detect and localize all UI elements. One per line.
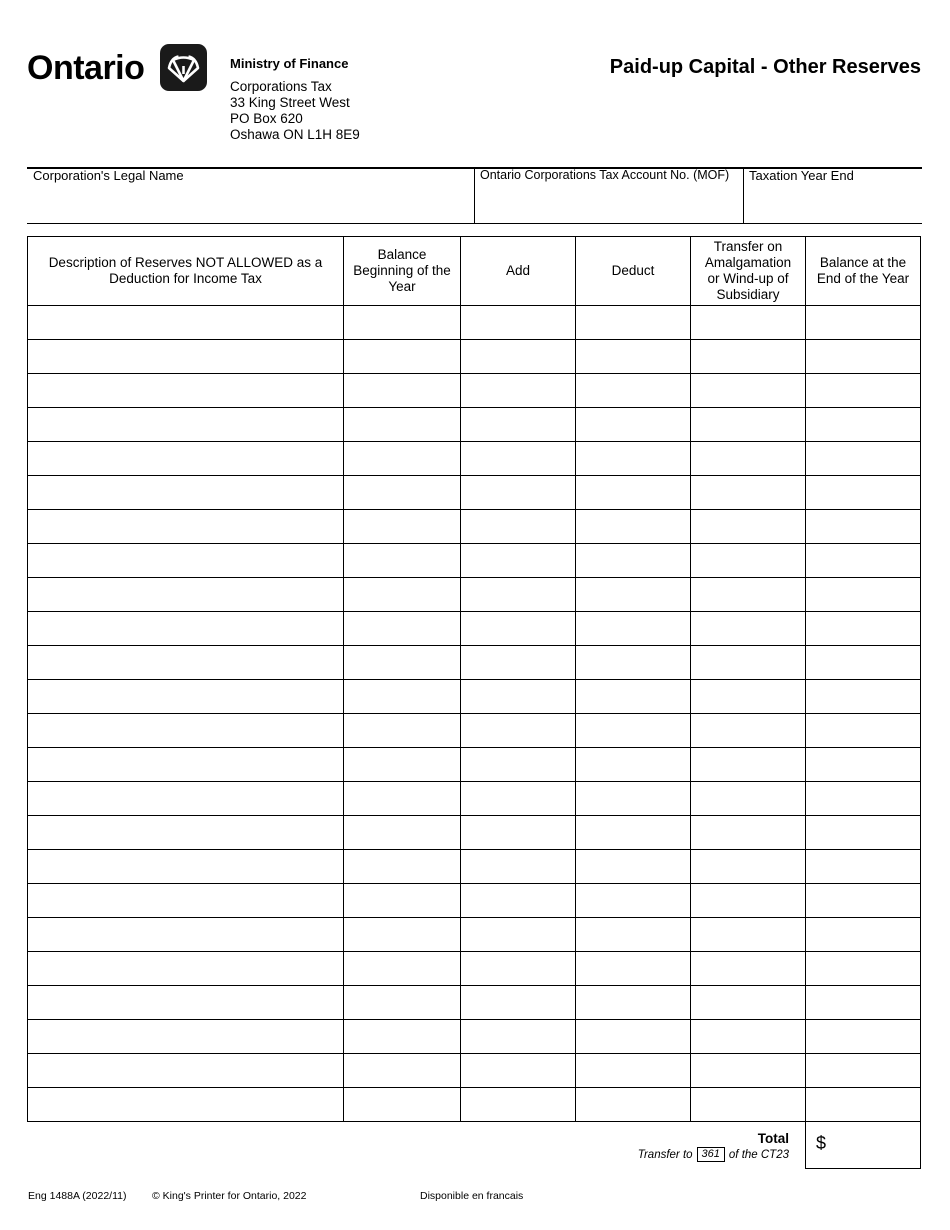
deduct-cell[interactable] <box>576 748 691 782</box>
add-cell[interactable] <box>461 986 576 1020</box>
description-cell[interactable] <box>28 1020 344 1054</box>
transfer-cell[interactable] <box>691 408 806 442</box>
balance-end-cell[interactable] <box>806 646 921 680</box>
balance-beginning-cell[interactable] <box>344 748 461 782</box>
add-cell[interactable] <box>461 578 576 612</box>
balance-end-cell[interactable] <box>806 340 921 374</box>
transfer-cell[interactable] <box>691 578 806 612</box>
deduct-cell[interactable] <box>576 544 691 578</box>
description-cell[interactable] <box>28 1054 344 1088</box>
balance-beginning-cell[interactable] <box>344 1088 461 1122</box>
table-row <box>28 544 921 578</box>
table-row <box>28 340 921 374</box>
add-cell[interactable] <box>461 714 576 748</box>
description-cell[interactable] <box>28 680 344 714</box>
transfer-cell[interactable] <box>691 1020 806 1054</box>
balance-end-cell[interactable] <box>806 442 921 476</box>
transfer-cell[interactable] <box>691 816 806 850</box>
transfer-cell[interactable] <box>691 714 806 748</box>
balance-end-cell[interactable] <box>806 952 921 986</box>
add-cell[interactable] <box>461 442 576 476</box>
deduct-cell[interactable] <box>576 612 691 646</box>
description-cell[interactable] <box>28 714 344 748</box>
description-cell[interactable] <box>28 578 344 612</box>
add-cell[interactable] <box>461 816 576 850</box>
ministry-name: Ministry of Finance <box>230 56 349 71</box>
deduct-cell[interactable] <box>576 1020 691 1054</box>
balance-beginning-cell[interactable] <box>344 340 461 374</box>
total-label: Total <box>757 1131 789 1146</box>
table-row <box>28 1088 921 1122</box>
description-cell[interactable] <box>28 986 344 1020</box>
transfer-cell[interactable] <box>691 680 806 714</box>
deduct-cell[interactable] <box>576 918 691 952</box>
description-cell[interactable] <box>28 646 344 680</box>
transfer-cell[interactable] <box>691 374 806 408</box>
table-row <box>28 918 921 952</box>
balance-end-cell[interactable] <box>806 544 921 578</box>
add-cell[interactable] <box>461 476 576 510</box>
table-row <box>28 1054 921 1088</box>
balance-beginning-cell[interactable] <box>344 952 461 986</box>
balance-beginning-cell[interactable] <box>344 544 461 578</box>
transfer-cell[interactable] <box>691 510 806 544</box>
deduct-cell[interactable] <box>576 476 691 510</box>
add-cell[interactable] <box>461 1054 576 1088</box>
trillium-logo-icon <box>160 44 207 91</box>
address-line: PO Box 620 <box>230 111 303 126</box>
form-title: Paid-up Capital - Other Reserves <box>609 56 921 78</box>
balance-beginning-cell[interactable] <box>344 374 461 408</box>
balance-beginning-cell[interactable] <box>344 1054 461 1088</box>
transfer-cell[interactable] <box>691 306 806 340</box>
deduct-cell[interactable] <box>576 510 691 544</box>
table-row <box>28 510 921 544</box>
balance-beginning-cell[interactable] <box>344 442 461 476</box>
balance-beginning-cell[interactable] <box>344 782 461 816</box>
transfer-cell[interactable] <box>691 918 806 952</box>
add-cell[interactable] <box>461 612 576 646</box>
french-availability: Disponible en francais <box>420 1190 524 1202</box>
address-line: 33 King Street West <box>230 95 350 110</box>
balance-beginning-cell[interactable] <box>344 714 461 748</box>
balance-beginning-cell[interactable] <box>344 986 461 1020</box>
column-header-deduct: Deduct <box>576 237 691 306</box>
copyright: © King's Printer for Ontario, 2022 <box>152 1190 307 1202</box>
column-header-transfer: Transfer on Amalgamation or Wind-up of Subsidiary <box>691 237 806 306</box>
balance-beginning-cell[interactable] <box>344 850 461 884</box>
balance-end-cell[interactable] <box>806 612 921 646</box>
description-cell[interactable] <box>28 884 344 918</box>
transfer-cell[interactable] <box>691 340 806 374</box>
legal-name-field[interactable] <box>30 188 470 220</box>
add-cell[interactable] <box>461 646 576 680</box>
deduct-cell[interactable] <box>576 1054 691 1088</box>
deduct-cell[interactable] <box>576 680 691 714</box>
transfer-cell[interactable] <box>691 646 806 680</box>
balance-beginning-cell[interactable] <box>344 578 461 612</box>
add-cell[interactable] <box>461 544 576 578</box>
description-cell[interactable] <box>28 816 344 850</box>
balance-beginning-cell[interactable] <box>344 884 461 918</box>
add-cell[interactable] <box>461 374 576 408</box>
balance-beginning-cell[interactable] <box>344 510 461 544</box>
description-cell[interactable] <box>28 476 344 510</box>
transfer-cell[interactable] <box>691 442 806 476</box>
description-cell[interactable] <box>28 374 344 408</box>
table-row <box>28 646 921 680</box>
transfer-cell[interactable] <box>691 986 806 1020</box>
deduct-cell[interactable] <box>576 1088 691 1122</box>
balance-end-cell[interactable] <box>806 510 921 544</box>
deduct-cell[interactable] <box>576 782 691 816</box>
legal-name-label: Corporation's Legal Name <box>33 168 184 183</box>
reserves-table <box>27 236 921 1122</box>
balance-beginning-cell[interactable] <box>344 476 461 510</box>
balance-beginning-cell[interactable] <box>344 1020 461 1054</box>
deduct-cell[interactable] <box>576 714 691 748</box>
transfer-cell[interactable] <box>691 612 806 646</box>
add-cell[interactable] <box>461 340 576 374</box>
table-row <box>28 578 921 612</box>
column-header-balance-beginning: Balance Beginning of the Year <box>344 237 461 306</box>
table-row <box>28 884 921 918</box>
balance-beginning-cell[interactable] <box>344 408 461 442</box>
description-cell[interactable] <box>28 850 344 884</box>
balance-end-cell[interactable] <box>806 816 921 850</box>
column-header-add: Add <box>461 237 576 306</box>
info-divider <box>743 167 744 224</box>
description-cell[interactable] <box>28 408 344 442</box>
balance-end-cell[interactable] <box>806 408 921 442</box>
description-cell[interactable] <box>28 510 344 544</box>
balance-beginning-cell[interactable] <box>344 918 461 952</box>
add-cell[interactable] <box>461 918 576 952</box>
column-header-balance-end: Balance at the End of the Year <box>806 237 921 306</box>
description-cell[interactable] <box>28 952 344 986</box>
account-number-label: Ontario Corporations Tax Account No. (MOF) <box>480 168 730 182</box>
balance-end-cell[interactable] <box>806 1088 921 1122</box>
currency-symbol: $ <box>816 1133 827 1153</box>
description-cell[interactable] <box>28 306 344 340</box>
deduct-cell[interactable] <box>576 816 691 850</box>
table-row <box>28 442 921 476</box>
balance-beginning-cell[interactable] <box>344 816 461 850</box>
table-row <box>28 986 921 1020</box>
table-row <box>28 476 921 510</box>
balance-end-cell[interactable] <box>806 782 921 816</box>
address-line: Corporations Tax <box>230 79 332 94</box>
balance-end-cell[interactable] <box>806 1054 921 1088</box>
add-cell[interactable] <box>461 408 576 442</box>
transfer-prefix: Transfer to <box>637 1148 693 1161</box>
table-row <box>28 1020 921 1054</box>
address-line: Oshawa ON L1H 8E9 <box>230 127 360 142</box>
table-row <box>28 748 921 782</box>
deduct-cell[interactable] <box>576 442 691 476</box>
description-cell[interactable] <box>28 544 344 578</box>
info-divider <box>474 167 475 224</box>
table-row <box>28 374 921 408</box>
balance-beginning-cell[interactable] <box>344 680 461 714</box>
ontario-logo-wordmark: Ontario <box>27 49 145 87</box>
balance-end-cell[interactable] <box>806 578 921 612</box>
balance-beginning-cell[interactable] <box>344 646 461 680</box>
add-cell[interactable] <box>461 680 576 714</box>
description-cell[interactable] <box>28 442 344 476</box>
deduct-cell[interactable] <box>576 952 691 986</box>
description-cell[interactable] <box>28 612 344 646</box>
taxation-year-end-field[interactable] <box>747 188 919 220</box>
balance-end-cell[interactable] <box>806 374 921 408</box>
transfer-cell[interactable] <box>691 782 806 816</box>
balance-end-cell[interactable] <box>806 884 921 918</box>
balance-end-cell[interactable] <box>806 714 921 748</box>
add-cell[interactable] <box>461 748 576 782</box>
balance-beginning-cell[interactable] <box>344 612 461 646</box>
transfer-note <box>638 1147 789 1162</box>
add-cell[interactable] <box>461 1088 576 1122</box>
table-row <box>28 952 921 986</box>
description-cell[interactable] <box>28 918 344 952</box>
description-cell[interactable] <box>28 340 344 374</box>
balance-end-cell[interactable] <box>806 918 921 952</box>
deduct-cell[interactable] <box>576 340 691 374</box>
taxation-year-end-label: Taxation Year End <box>749 168 854 183</box>
balance-end-cell[interactable] <box>806 680 921 714</box>
transfer-suffix: of the CT23 <box>728 1148 789 1161</box>
transfer-cell[interactable] <box>691 544 806 578</box>
transfer-cell[interactable] <box>691 1088 806 1122</box>
form-code: Eng 1488A (2022/11) <box>28 1190 127 1202</box>
balance-end-cell[interactable] <box>806 850 921 884</box>
deduct-cell[interactable] <box>576 578 691 612</box>
table-row <box>28 850 921 884</box>
line-reference-box: 361 <box>697 1147 725 1162</box>
column-header-description: Description of Reserves NOT ALLOWED as a Deduction for Income Tax <box>28 237 344 306</box>
deduct-cell[interactable] <box>576 646 691 680</box>
add-cell[interactable] <box>461 306 576 340</box>
description-cell[interactable] <box>28 748 344 782</box>
deduct-cell[interactable] <box>576 986 691 1020</box>
add-cell[interactable] <box>461 1020 576 1054</box>
transfer-cell[interactable] <box>691 748 806 782</box>
description-cell[interactable] <box>28 1088 344 1122</box>
table-row <box>28 816 921 850</box>
table-row <box>28 782 921 816</box>
deduct-cell[interactable] <box>576 306 691 340</box>
balance-end-cell[interactable] <box>806 986 921 1020</box>
balance-end-cell[interactable] <box>806 748 921 782</box>
add-cell[interactable] <box>461 850 576 884</box>
deduct-cell[interactable] <box>576 408 691 442</box>
transfer-cell[interactable] <box>691 476 806 510</box>
balance-end-cell[interactable] <box>806 476 921 510</box>
table-row <box>28 612 921 646</box>
balance-end-cell[interactable] <box>806 306 921 340</box>
add-cell[interactable] <box>461 510 576 544</box>
transfer-cell[interactable] <box>691 952 806 986</box>
table-row <box>28 680 921 714</box>
table-row <box>28 714 921 748</box>
balance-end-cell[interactable] <box>806 1020 921 1054</box>
table-row <box>28 408 921 442</box>
transfer-cell[interactable] <box>691 884 806 918</box>
deduct-cell[interactable] <box>576 850 691 884</box>
deduct-cell[interactable] <box>576 374 691 408</box>
description-cell[interactable] <box>28 782 344 816</box>
add-cell[interactable] <box>461 884 576 918</box>
transfer-cell[interactable] <box>691 1054 806 1088</box>
table-row <box>28 306 921 340</box>
deduct-cell[interactable] <box>576 884 691 918</box>
balance-beginning-cell[interactable] <box>344 306 461 340</box>
transfer-cell[interactable] <box>691 850 806 884</box>
add-cell[interactable] <box>461 952 576 986</box>
account-number-field[interactable] <box>478 188 740 220</box>
add-cell[interactable] <box>461 782 576 816</box>
